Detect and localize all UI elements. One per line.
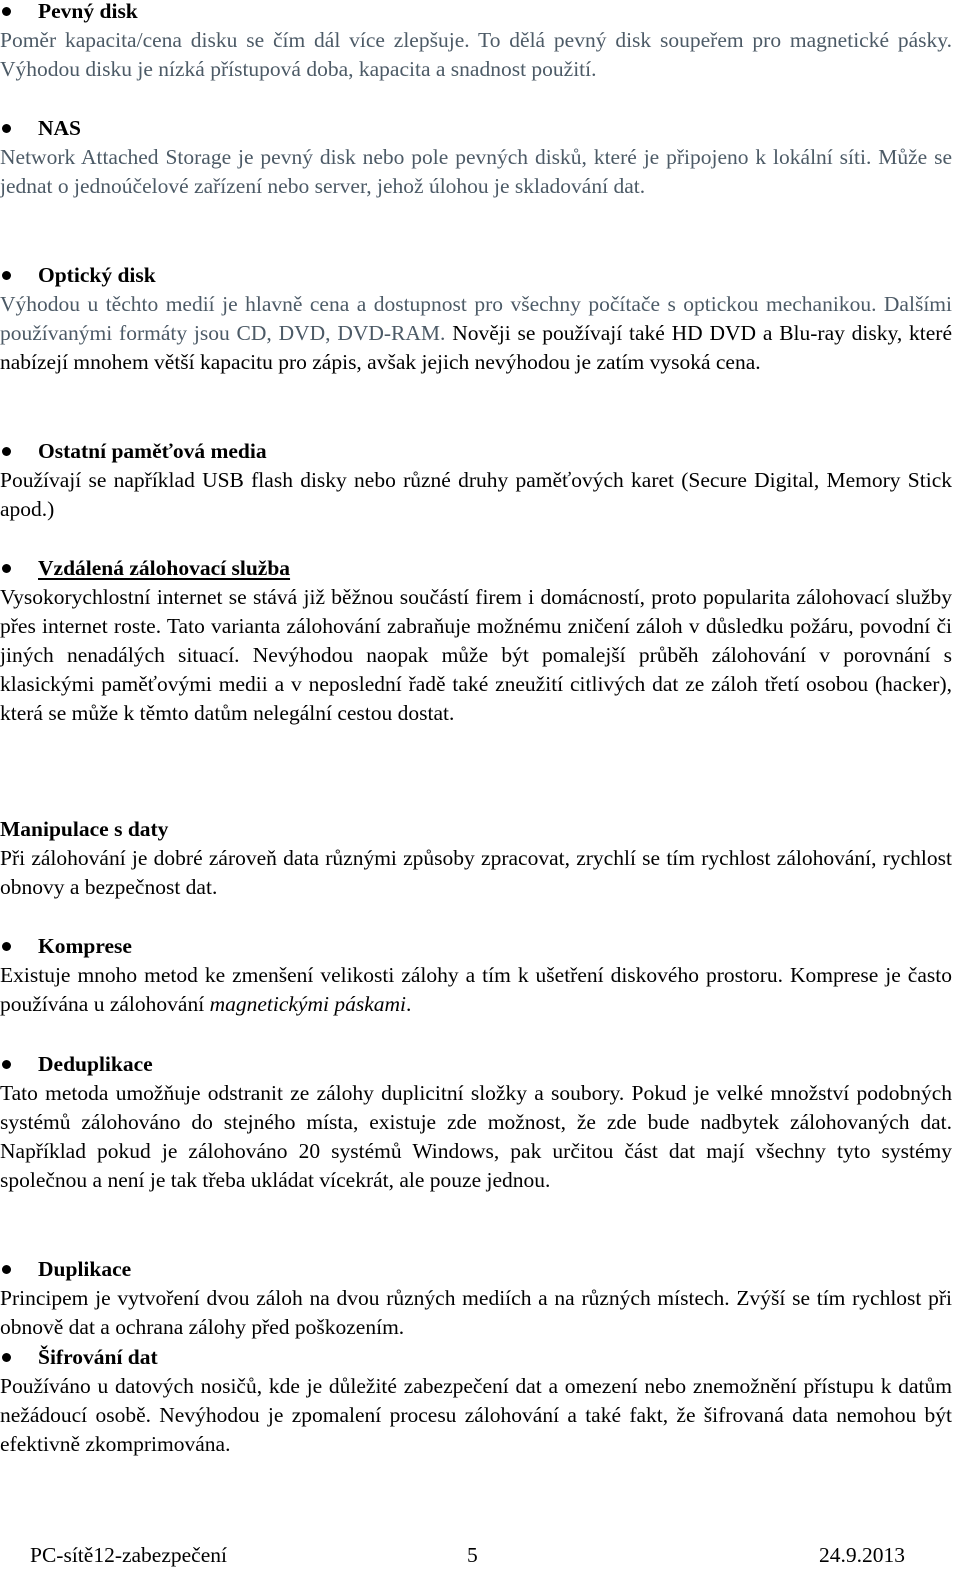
heading-text: Duplikace — [38, 1257, 132, 1281]
footer-page-number: 5 — [467, 1543, 478, 1567]
paragraph-text: Při zálohování je dobré zároveň data různými způsoby zpracovat, zrychlí se tím rychlost zálohování, rychlost obnovy a bezpečnost dat. — [0, 846, 952, 899]
bullet-icon — [2, 1353, 11, 1362]
bullet-icon — [2, 271, 11, 280]
paragraph-text: Network Attached Storage je pevný disk nebo pole pevných disků, které je připojeno k lokální síti. Může se jednat o jednoúčelové zařízení nebo server, jehož úlohou je skladování dat. — [0, 145, 952, 198]
heading-text: Vzdálená zálohovací služba — [38, 556, 291, 580]
paragraph-deduplikace — [0, 1079, 952, 1195]
paragraph-text: Tato metoda umožňuje odstranit ze zálohy duplicitní složky a soubory. Pokud je velké množství podobných systémů zálohováno do stejného místa, existuje zde možnost, že zde bude nadbytek zálohovaných dat. Například pokud je zálohováno 20 systémů Windows, pak určitou část dat mají všechny tyto systémy společnou a není je tak třeba ukládat vícekrát, ale pouze jednou. — [0, 1081, 952, 1192]
paragraph-pevny-disk — [0, 26, 952, 84]
paragraph-text: Principem je vytvoření dvou záloh na dvou různých mediích a na různých místech. Zvýší se tím rychlost při obnově dat a ochrana zálohy před poškozením. — [0, 1286, 952, 1339]
heading-pevny-disk — [0, 0, 952, 26]
paragraph-vzdalena-sluzba — [0, 583, 952, 728]
paragraph-nas — [0, 143, 952, 201]
heading-vzdalena-sluzba — [0, 554, 952, 583]
paragraph-text: Poměr kapacita/cena disku se čím dál více zlepšuje. To dělá pevný disk soupeřem pro magnetické pásky. Výhodou disku je nízká přístupová doba, kapacita a snadnost použití. — [0, 28, 952, 81]
paragraph-text-end: . — [406, 992, 412, 1016]
heading-text: Deduplikace — [38, 1052, 153, 1076]
paragraph-text: Vysokorychlostní internet se stává již běžnou součástí firem i domácností, proto popularita zálohovací služby přes internet roste. Tato varianta zálohování zabraňuje možnému zničení záloh v důsledku požáru, povodní či jiných nenadálých situací. Nevýhodou naopak může být pomalejší průběh zálohování v porovnání s klasickými paměťovými medii a v neposlední řadě také zneužití citlivých dat ze záloh třetí osobou (hacker), která se může k těmto datům nelegální cestou dostat. — [0, 585, 952, 725]
heading-komprese — [0, 932, 952, 961]
heading-duplikace — [0, 1255, 952, 1284]
heading-text: Šifrování dat — [38, 1345, 158, 1369]
paragraph-duplikace — [0, 1284, 952, 1342]
heading-sifrovani — [0, 1343, 952, 1372]
paragraph-text: Používáno u datových nosičů, kde je důležité zabezpečení dat a omezení nebo znemožnění přístupu k datům nežádoucí osobě. Nevýhodou je zpomalení procesu zálohování a také fakt, že šifrovaná data nemohou být efektivně zkomprimována. — [0, 1374, 952, 1456]
paragraph-text: Nověji se používají také HD DVD a Blu-ray disky, které nabízejí mnohem větší kapacitu pro zápis, avšak jejich nevýhodou je zatím vysoká cena. — [0, 321, 952, 374]
paragraph-sifrovani — [0, 1372, 952, 1459]
heading-text: Ostatní paměťová media — [38, 439, 267, 463]
paragraph-ostatni-media — [0, 466, 952, 524]
heading-nas — [0, 114, 952, 143]
paragraph-text: Výhodou u těchto medií je hlavně cena a dostupnost pro všechny počítače s optickou mechanikou. Dalšími používanými formáty jsou CD, DVD, DVD-RAM. — [0, 292, 952, 345]
heading-ostatni-media — [0, 437, 952, 466]
paragraph-italic-text: magnetickými páskami — [209, 992, 406, 1016]
heading-text: Pevný disk — [38, 0, 138, 23]
heading-deduplikace — [0, 1050, 952, 1079]
heading-text: Komprese — [38, 934, 132, 958]
heading-text: NAS — [38, 116, 82, 140]
footer-doc-name: PC-sítě12-zabezpečení — [30, 1543, 227, 1567]
paragraph-manipulace — [0, 844, 952, 902]
bullet-icon — [2, 1060, 11, 1069]
paragraph-text: Používají se například USB flash disky nebo různé druhy paměťových karet (Secure Digital, Memory Stick apod.) — [0, 468, 952, 521]
bullet-icon — [2, 1265, 11, 1274]
bullet-icon — [2, 447, 11, 456]
paragraph-opticky-disk — [0, 290, 952, 377]
bullet-icon — [2, 124, 11, 133]
heading-opticky-disk — [0, 261, 952, 290]
bullet-icon — [2, 7, 11, 16]
paragraph-text: Existuje mnoho metod ke zmenšení velikosti zálohy a tím k ušetření diskového prostoru. Komprese je často používána u zálohování — [0, 963, 952, 1016]
footer-date: 24.9.2013 — [819, 1543, 905, 1567]
bullet-icon — [2, 564, 11, 573]
heading-text: Manipulace s daty — [0, 817, 169, 841]
paragraph-komprese — [0, 961, 952, 1019]
heading-text: Optický disk — [38, 263, 156, 287]
heading-manipulace — [0, 815, 952, 844]
bullet-icon — [2, 942, 11, 951]
